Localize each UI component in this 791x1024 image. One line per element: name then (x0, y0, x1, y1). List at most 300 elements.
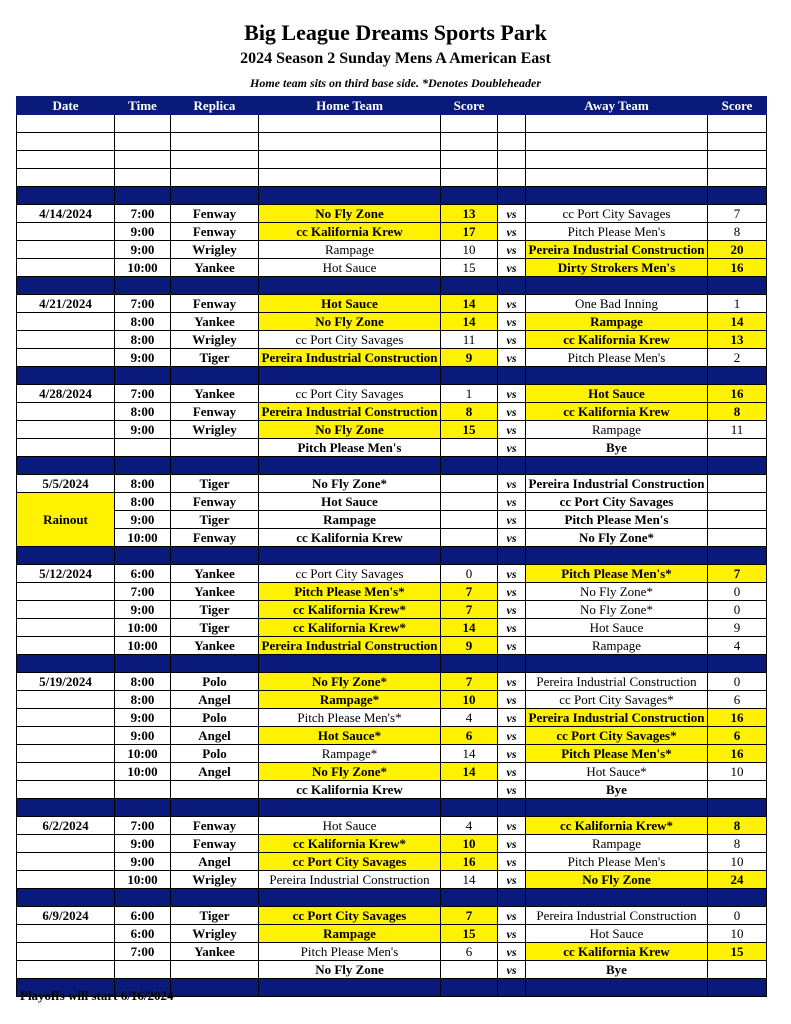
separator-cell (259, 277, 441, 295)
away-team-cell: Hot Sauce (526, 385, 708, 403)
table-row (17, 691, 767, 709)
replica-cell: Tiger (171, 475, 259, 493)
separator-cell (171, 367, 259, 385)
date-cell (17, 637, 115, 655)
home-team-cell: Pereira Industrial Construction (259, 349, 441, 367)
separator-cell (259, 979, 441, 997)
replica-cell: Yankee (171, 943, 259, 961)
date-cell (17, 223, 115, 241)
away-team-cell: Pitch Please Men's* (526, 565, 708, 583)
vs-cell: vs (498, 601, 526, 619)
separator-cell (171, 187, 259, 205)
date-cell (17, 331, 115, 349)
home-score-cell: 15 (441, 421, 498, 439)
away-team-cell: Pereira Industrial Construction (526, 907, 708, 925)
vs-cell: vs (498, 475, 526, 493)
replica-cell: Tiger (171, 349, 259, 367)
date-cell (17, 313, 115, 331)
home-team-cell: cc Kalifornia Krew (259, 529, 441, 547)
time-cell (115, 961, 171, 979)
home-team-cell: Rampage (259, 511, 441, 529)
table-row (17, 151, 767, 169)
time-cell: 8:00 (115, 475, 171, 493)
time-cell: 8:00 (115, 493, 171, 511)
date-cell: 5/5/2024 (17, 475, 115, 493)
table-row (17, 601, 767, 619)
separator-cell (526, 799, 708, 817)
table-row (17, 565, 767, 583)
time-cell: 8:00 (115, 313, 171, 331)
separator-cell (259, 547, 441, 565)
replica-cell: Fenway (171, 817, 259, 835)
away-team-cell: No Fly Zone (526, 871, 708, 889)
time-cell: 7:00 (115, 205, 171, 223)
away-team-cell: Bye (526, 439, 708, 457)
away-score-cell: 13 (708, 331, 767, 349)
separator-cell (708, 367, 767, 385)
date-cell: 5/12/2024 (17, 565, 115, 583)
separator-cell (498, 889, 526, 907)
away-score-cell: 14 (708, 313, 767, 331)
home-score-cell: 8 (441, 403, 498, 421)
separator-cell (708, 547, 767, 565)
home-team-cell: Pitch Please Men's* (259, 583, 441, 601)
date-cell (17, 601, 115, 619)
vs-cell: vs (498, 349, 526, 367)
home-team-cell: cc Kalifornia Krew* (259, 601, 441, 619)
date-cell (17, 709, 115, 727)
home-team-cell: cc Port City Savages (259, 385, 441, 403)
separator-cell (259, 655, 441, 673)
vs-cell: vs (498, 637, 526, 655)
replica-cell: Wrigley (171, 241, 259, 259)
time-cell: 10:00 (115, 619, 171, 637)
home-team-cell: cc Port City Savages (259, 907, 441, 925)
col-vs (498, 97, 526, 115)
empty-cell (498, 169, 526, 187)
week-separator (17, 799, 767, 817)
replica-cell: Polo (171, 673, 259, 691)
empty-cell (259, 133, 441, 151)
separator-cell (17, 187, 115, 205)
replica-cell: Fenway (171, 223, 259, 241)
separator-cell (708, 799, 767, 817)
separator-cell (17, 889, 115, 907)
time-cell: 7:00 (115, 385, 171, 403)
time-cell: 9:00 (115, 421, 171, 439)
home-score-cell: 0 (441, 565, 498, 583)
empty-cell (115, 115, 171, 133)
away-team-cell: Hot Sauce* (526, 763, 708, 781)
replica-cell: Fenway (171, 835, 259, 853)
separator-cell (526, 979, 708, 997)
empty-cell (171, 115, 259, 133)
separator-cell (441, 655, 498, 673)
date-cell: 6/9/2024 (17, 907, 115, 925)
separator-cell (526, 187, 708, 205)
away-score-cell: 6 (708, 727, 767, 745)
home-score-cell: 6 (441, 943, 498, 961)
home-team-cell: No Fly Zone (259, 205, 441, 223)
away-team-cell: Rampage (526, 313, 708, 331)
home-score-cell (441, 511, 498, 529)
empty-cell (441, 151, 498, 169)
time-cell: 8:00 (115, 403, 171, 421)
header-row (17, 97, 767, 115)
vs-cell: vs (498, 511, 526, 529)
separator-cell (115, 457, 171, 475)
separator-cell (708, 655, 767, 673)
schedule-table (16, 96, 767, 997)
home-team-cell: Rampage* (259, 745, 441, 763)
away-score-cell: 16 (708, 385, 767, 403)
rainout-badge: Rainout (17, 493, 115, 547)
separator-cell (115, 799, 171, 817)
away-team-cell: cc Kalifornia Krew (526, 403, 708, 421)
replica-cell: Fenway (171, 529, 259, 547)
table-row (17, 385, 767, 403)
separator-cell (259, 367, 441, 385)
empty-cell (171, 133, 259, 151)
empty-cell (17, 115, 115, 133)
empty-cell (441, 115, 498, 133)
replica-cell: Fenway (171, 205, 259, 223)
away-score-cell: 0 (708, 673, 767, 691)
empty-cell (441, 169, 498, 187)
replica-cell: Polo (171, 745, 259, 763)
table-row (17, 241, 767, 259)
time-cell (115, 781, 171, 799)
away-score-cell: 11 (708, 421, 767, 439)
replica-cell: Wrigley (171, 421, 259, 439)
table-row (17, 745, 767, 763)
away-score-cell: 10 (708, 763, 767, 781)
vs-cell: vs (498, 313, 526, 331)
vs-cell: vs (498, 763, 526, 781)
separator-cell (17, 655, 115, 673)
table-row (17, 349, 767, 367)
replica-cell: Tiger (171, 511, 259, 529)
separator-cell (708, 187, 767, 205)
home-team-cell: Pitch Please Men's* (259, 709, 441, 727)
page-subtitle: 2024 Season 2 Sunday Mens A American East (240, 50, 551, 67)
away-team-cell: Pereira Industrial Construction (526, 673, 708, 691)
table-row (17, 583, 767, 601)
empty-cell (115, 133, 171, 151)
separator-cell (498, 367, 526, 385)
home-team-cell: cc Port City Savages (259, 331, 441, 349)
vs-cell: vs (498, 565, 526, 583)
time-cell: 10:00 (115, 763, 171, 781)
date-cell (17, 763, 115, 781)
replica-cell: Polo (171, 709, 259, 727)
separator-cell (17, 277, 115, 295)
home-team-cell: No Fly Zone (259, 313, 441, 331)
replica-cell: Fenway (171, 403, 259, 421)
date-cell: 4/14/2024 (17, 205, 115, 223)
vs-cell: vs (498, 781, 526, 799)
separator-cell (498, 655, 526, 673)
time-cell: 9:00 (115, 601, 171, 619)
home-team-cell: cc Kalifornia Krew* (259, 835, 441, 853)
away-team-cell: cc Port City Savages (526, 205, 708, 223)
date-cell (17, 583, 115, 601)
table-row (17, 619, 767, 637)
time-cell: 10:00 (115, 745, 171, 763)
separator-cell (17, 457, 115, 475)
date-cell: 6/2/2024 (17, 817, 115, 835)
time-cell (115, 439, 171, 457)
separator-cell (171, 979, 259, 997)
date-cell (17, 781, 115, 799)
date-cell (17, 961, 115, 979)
separator-cell (259, 187, 441, 205)
home-score-cell (441, 493, 498, 511)
home-score-cell: 9 (441, 637, 498, 655)
separator-cell (498, 547, 526, 565)
date-cell (17, 691, 115, 709)
time-cell: 6:00 (115, 907, 171, 925)
replica-cell: Yankee (171, 385, 259, 403)
replica-cell: Yankee (171, 637, 259, 655)
replica-cell: Wrigley (171, 871, 259, 889)
table-row (17, 223, 767, 241)
away-team-cell: Pitch Please Men's (526, 853, 708, 871)
home-team-cell: Pitch Please Men's (259, 439, 441, 457)
away-team-cell: Bye (526, 961, 708, 979)
time-cell: 9:00 (115, 349, 171, 367)
away-score-cell: 16 (708, 709, 767, 727)
date-cell (17, 745, 115, 763)
home-team-cell: cc Port City Savages (259, 565, 441, 583)
empty-cell (171, 169, 259, 187)
away-score-cell: 4 (708, 637, 767, 655)
replica-cell: Angel (171, 763, 259, 781)
table-row (17, 475, 767, 493)
vs-cell: vs (498, 583, 526, 601)
away-team-cell: One Bad Inning (526, 295, 708, 313)
empty-cell (17, 133, 115, 151)
date-cell (17, 349, 115, 367)
replica-cell: Wrigley (171, 331, 259, 349)
vs-cell: vs (498, 421, 526, 439)
away-team-cell: Pereira Industrial Construction (526, 709, 708, 727)
week-separator (17, 457, 767, 475)
home-team-cell: Hot Sauce* (259, 727, 441, 745)
table-row (17, 115, 767, 133)
home-score-cell: 14 (441, 763, 498, 781)
separator-cell (17, 799, 115, 817)
separator-cell (526, 889, 708, 907)
away-team-cell: Bye (526, 781, 708, 799)
table-row (17, 511, 767, 529)
away-score-cell: 16 (708, 259, 767, 277)
vs-cell: vs (498, 529, 526, 547)
replica-cell (171, 439, 259, 457)
footer-note: Playoffs will start 6/16/2024 (20, 988, 174, 1003)
home-team-cell: Hot Sauce (259, 493, 441, 511)
separator-cell (115, 277, 171, 295)
away-score-cell (708, 439, 767, 457)
home-team-cell: Hot Sauce (259, 817, 441, 835)
date-cell (17, 943, 115, 961)
table-row (17, 781, 767, 799)
empty-cell (526, 151, 708, 169)
away-team-cell: Rampage (526, 835, 708, 853)
away-team-cell: Pitch Please Men's (526, 511, 708, 529)
time-cell: 9:00 (115, 709, 171, 727)
replica-cell (171, 961, 259, 979)
separator-cell (115, 187, 171, 205)
table-row (17, 637, 767, 655)
home-score-cell: 4 (441, 817, 498, 835)
time-cell: 7:00 (115, 583, 171, 601)
away-team-cell: Rampage (526, 637, 708, 655)
schedule-body (17, 115, 767, 997)
home-team-cell: Hot Sauce (259, 259, 441, 277)
time-cell: 8:00 (115, 673, 171, 691)
away-team-cell: Hot Sauce (526, 619, 708, 637)
table-row (17, 943, 767, 961)
away-team-cell: cc Kalifornia Krew (526, 943, 708, 961)
time-cell: 9:00 (115, 835, 171, 853)
home-team-cell: cc Kalifornia Krew (259, 223, 441, 241)
home-score-cell: 14 (441, 871, 498, 889)
date-cell (17, 835, 115, 853)
date-cell: 4/21/2024 (17, 295, 115, 313)
home-score-cell (441, 529, 498, 547)
table-row (17, 421, 767, 439)
vs-cell: vs (498, 709, 526, 727)
time-cell: 6:00 (115, 925, 171, 943)
date-cell (17, 727, 115, 745)
home-score-cell: 6 (441, 727, 498, 745)
away-score-cell: 8 (708, 223, 767, 241)
away-score-cell (708, 961, 767, 979)
table-row (17, 439, 767, 457)
home-team-cell: No Fly Zone (259, 961, 441, 979)
separator-cell (441, 547, 498, 565)
home-score-cell: 7 (441, 673, 498, 691)
vs-cell: vs (498, 691, 526, 709)
home-team-cell: cc Port City Savages (259, 853, 441, 871)
date-cell (17, 403, 115, 421)
time-cell: 7:00 (115, 943, 171, 961)
separator-cell (115, 367, 171, 385)
home-team-cell: No Fly Zone (259, 421, 441, 439)
table-row (17, 673, 767, 691)
separator-cell (115, 655, 171, 673)
col-time: Time (115, 97, 171, 115)
away-team-cell: cc Kalifornia Krew (526, 331, 708, 349)
away-team-cell: Rampage (526, 421, 708, 439)
away-score-cell (708, 529, 767, 547)
home-score-cell: 17 (441, 223, 498, 241)
separator-cell (441, 799, 498, 817)
separator-cell (498, 187, 526, 205)
table-row (17, 763, 767, 781)
vs-cell: vs (498, 943, 526, 961)
table-row (17, 529, 767, 547)
away-score-cell: 0 (708, 601, 767, 619)
empty-cell (259, 169, 441, 187)
home-score-cell (441, 781, 498, 799)
home-score-cell: 16 (441, 853, 498, 871)
empty-cell (441, 133, 498, 151)
table-row (17, 925, 767, 943)
time-cell: 9:00 (115, 853, 171, 871)
away-score-cell: 8 (708, 835, 767, 853)
home-team-cell: No Fly Zone* (259, 673, 441, 691)
empty-cell (259, 115, 441, 133)
vs-cell: vs (498, 853, 526, 871)
empty-cell (526, 133, 708, 151)
vs-cell: vs (498, 385, 526, 403)
vs-cell: vs (498, 907, 526, 925)
table-row (17, 259, 767, 277)
separator-cell (498, 457, 526, 475)
away-score-cell (708, 781, 767, 799)
home-score-cell: 14 (441, 295, 498, 313)
table-row (17, 403, 767, 421)
date-cell (17, 871, 115, 889)
home-score-cell (441, 961, 498, 979)
vs-cell: vs (498, 259, 526, 277)
table-row (17, 907, 767, 925)
vs-cell: vs (498, 331, 526, 349)
date-cell (17, 925, 115, 943)
home-team-cell: Rampage (259, 241, 441, 259)
home-score-cell: 10 (441, 691, 498, 709)
away-score-cell: 1 (708, 295, 767, 313)
away-score-cell: 6 (708, 691, 767, 709)
away-score-cell: 16 (708, 745, 767, 763)
away-team-cell: No Fly Zone* (526, 601, 708, 619)
empty-cell (259, 151, 441, 169)
separator-cell (498, 277, 526, 295)
empty-cell (115, 169, 171, 187)
empty-cell (17, 151, 115, 169)
time-cell: 10:00 (115, 637, 171, 655)
separator-cell (171, 799, 259, 817)
time-cell: 10:00 (115, 259, 171, 277)
col-replica: Replica (171, 97, 259, 115)
week-separator (17, 889, 767, 907)
separator-cell (17, 367, 115, 385)
home-team-cell: No Fly Zone* (259, 475, 441, 493)
replica-cell: Tiger (171, 907, 259, 925)
empty-cell (526, 169, 708, 187)
separator-cell (708, 979, 767, 997)
away-team-cell: Pereira Industrial Construction (526, 475, 708, 493)
table-row (17, 853, 767, 871)
table-row (17, 313, 767, 331)
away-score-cell: 24 (708, 871, 767, 889)
separator-cell (708, 889, 767, 907)
away-team-cell: No Fly Zone* (526, 529, 708, 547)
home-score-cell: 10 (441, 835, 498, 853)
replica-cell: Yankee (171, 259, 259, 277)
home-score-cell: 7 (441, 907, 498, 925)
home-score-cell: 14 (441, 313, 498, 331)
col-away-team: Away Team (526, 97, 708, 115)
date-cell (17, 259, 115, 277)
col-home-score: Score (441, 97, 498, 115)
table-row (17, 961, 767, 979)
separator-cell (259, 799, 441, 817)
vs-cell: vs (498, 295, 526, 313)
home-score-cell: 15 (441, 925, 498, 943)
